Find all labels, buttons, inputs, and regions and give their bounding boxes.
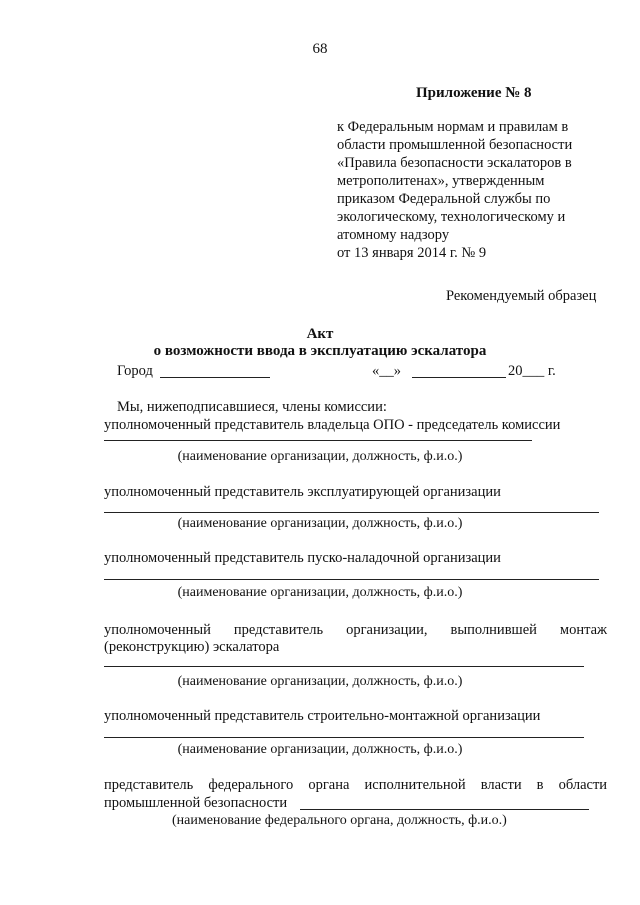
approval-line: от 13 января 2014 г. № 9 (337, 245, 487, 261)
member-hint: (наименование организации, должность, ф.и.о.) (177, 742, 463, 757)
approval-line: к Федеральным нормам и правилам в (337, 119, 569, 135)
date-month-field[interactable] (412, 377, 506, 378)
approval-block (337, 118, 572, 262)
member-role-federal-line2: промышленной безопасности (104, 795, 288, 811)
member-role-installer-line2: (реконструкцию) эскалатора (104, 639, 280, 655)
member-field-installer[interactable] (104, 666, 584, 667)
member-field-commissioning[interactable] (104, 579, 599, 580)
city-label: Город (117, 363, 153, 379)
member-field-federal[interactable] (300, 809, 589, 810)
member-field-construction[interactable] (104, 737, 584, 738)
role-word: организации, (346, 622, 428, 638)
role-word: федерального (208, 777, 294, 793)
role-word: исполнительной (364, 777, 466, 793)
member-role-federal (104, 775, 607, 795)
member-role-commissioning: уполномоченный представитель пуско-наладочной организации (104, 550, 501, 566)
act-subtitle: о возможности ввода в эксплуатацию эскалатора (153, 343, 487, 359)
role-word: представитель (233, 622, 324, 638)
act-title: Акт (306, 326, 334, 342)
member-role-owner: уполномоченный представитель владельца ОПО - председатель комиссии (104, 417, 561, 433)
role-word: представитель (104, 777, 194, 793)
role-word: уполномоченный (104, 622, 211, 638)
role-word: монтаж (559, 622, 608, 638)
member-hint: (наименование организации, должность, ф.и.о.) (177, 585, 463, 600)
page-number: 68 (312, 41, 328, 57)
approval-line: атомному надзору (337, 227, 450, 243)
role-word: области (558, 777, 608, 793)
member-role-installer (104, 620, 607, 640)
city-field[interactable] (160, 377, 270, 378)
approval-line: области промышленной безопасности (337, 137, 573, 153)
member-role-operating: уполномоченный представитель эксплуатирующей организации (104, 484, 501, 500)
recommended-sample-label: Рекомендуемый образец (446, 288, 597, 304)
approval-line: «Правила безопасности эскалаторов в (337, 155, 572, 171)
approval-line: экологическому, технологическому и (337, 209, 566, 225)
member-field-owner[interactable] (104, 440, 532, 441)
approval-line: приказом Федеральной службы по (337, 191, 551, 207)
role-word: в (536, 777, 544, 793)
commission-intro: Мы, нижеподписавшиеся, члены комиссии: (117, 399, 387, 415)
member-hint: (наименование организации, должность, ф.и.о.) (177, 674, 463, 689)
role-word: власти (480, 777, 522, 793)
appendix-title: Приложение № 8 (416, 85, 532, 101)
member-hint-federal: (наименование федерального органа, должность, ф.и.о.) (172, 813, 507, 828)
member-role-construction: уполномоченный представитель строительно-монтажной организации (104, 708, 541, 724)
approval-line: метрополитенах», утвержденным (337, 173, 545, 189)
date-year-label: 20___ г. (508, 363, 556, 379)
member-hint: (наименование организации, должность, ф.и.о.) (177, 449, 463, 464)
role-word: выполнившей (450, 622, 537, 638)
member-hint: (наименование организации, должность, ф.и.о.) (177, 516, 463, 531)
date-day-quote: «__» (372, 363, 401, 379)
role-word: органа (308, 777, 350, 793)
member-field-operating[interactable] (104, 512, 599, 513)
